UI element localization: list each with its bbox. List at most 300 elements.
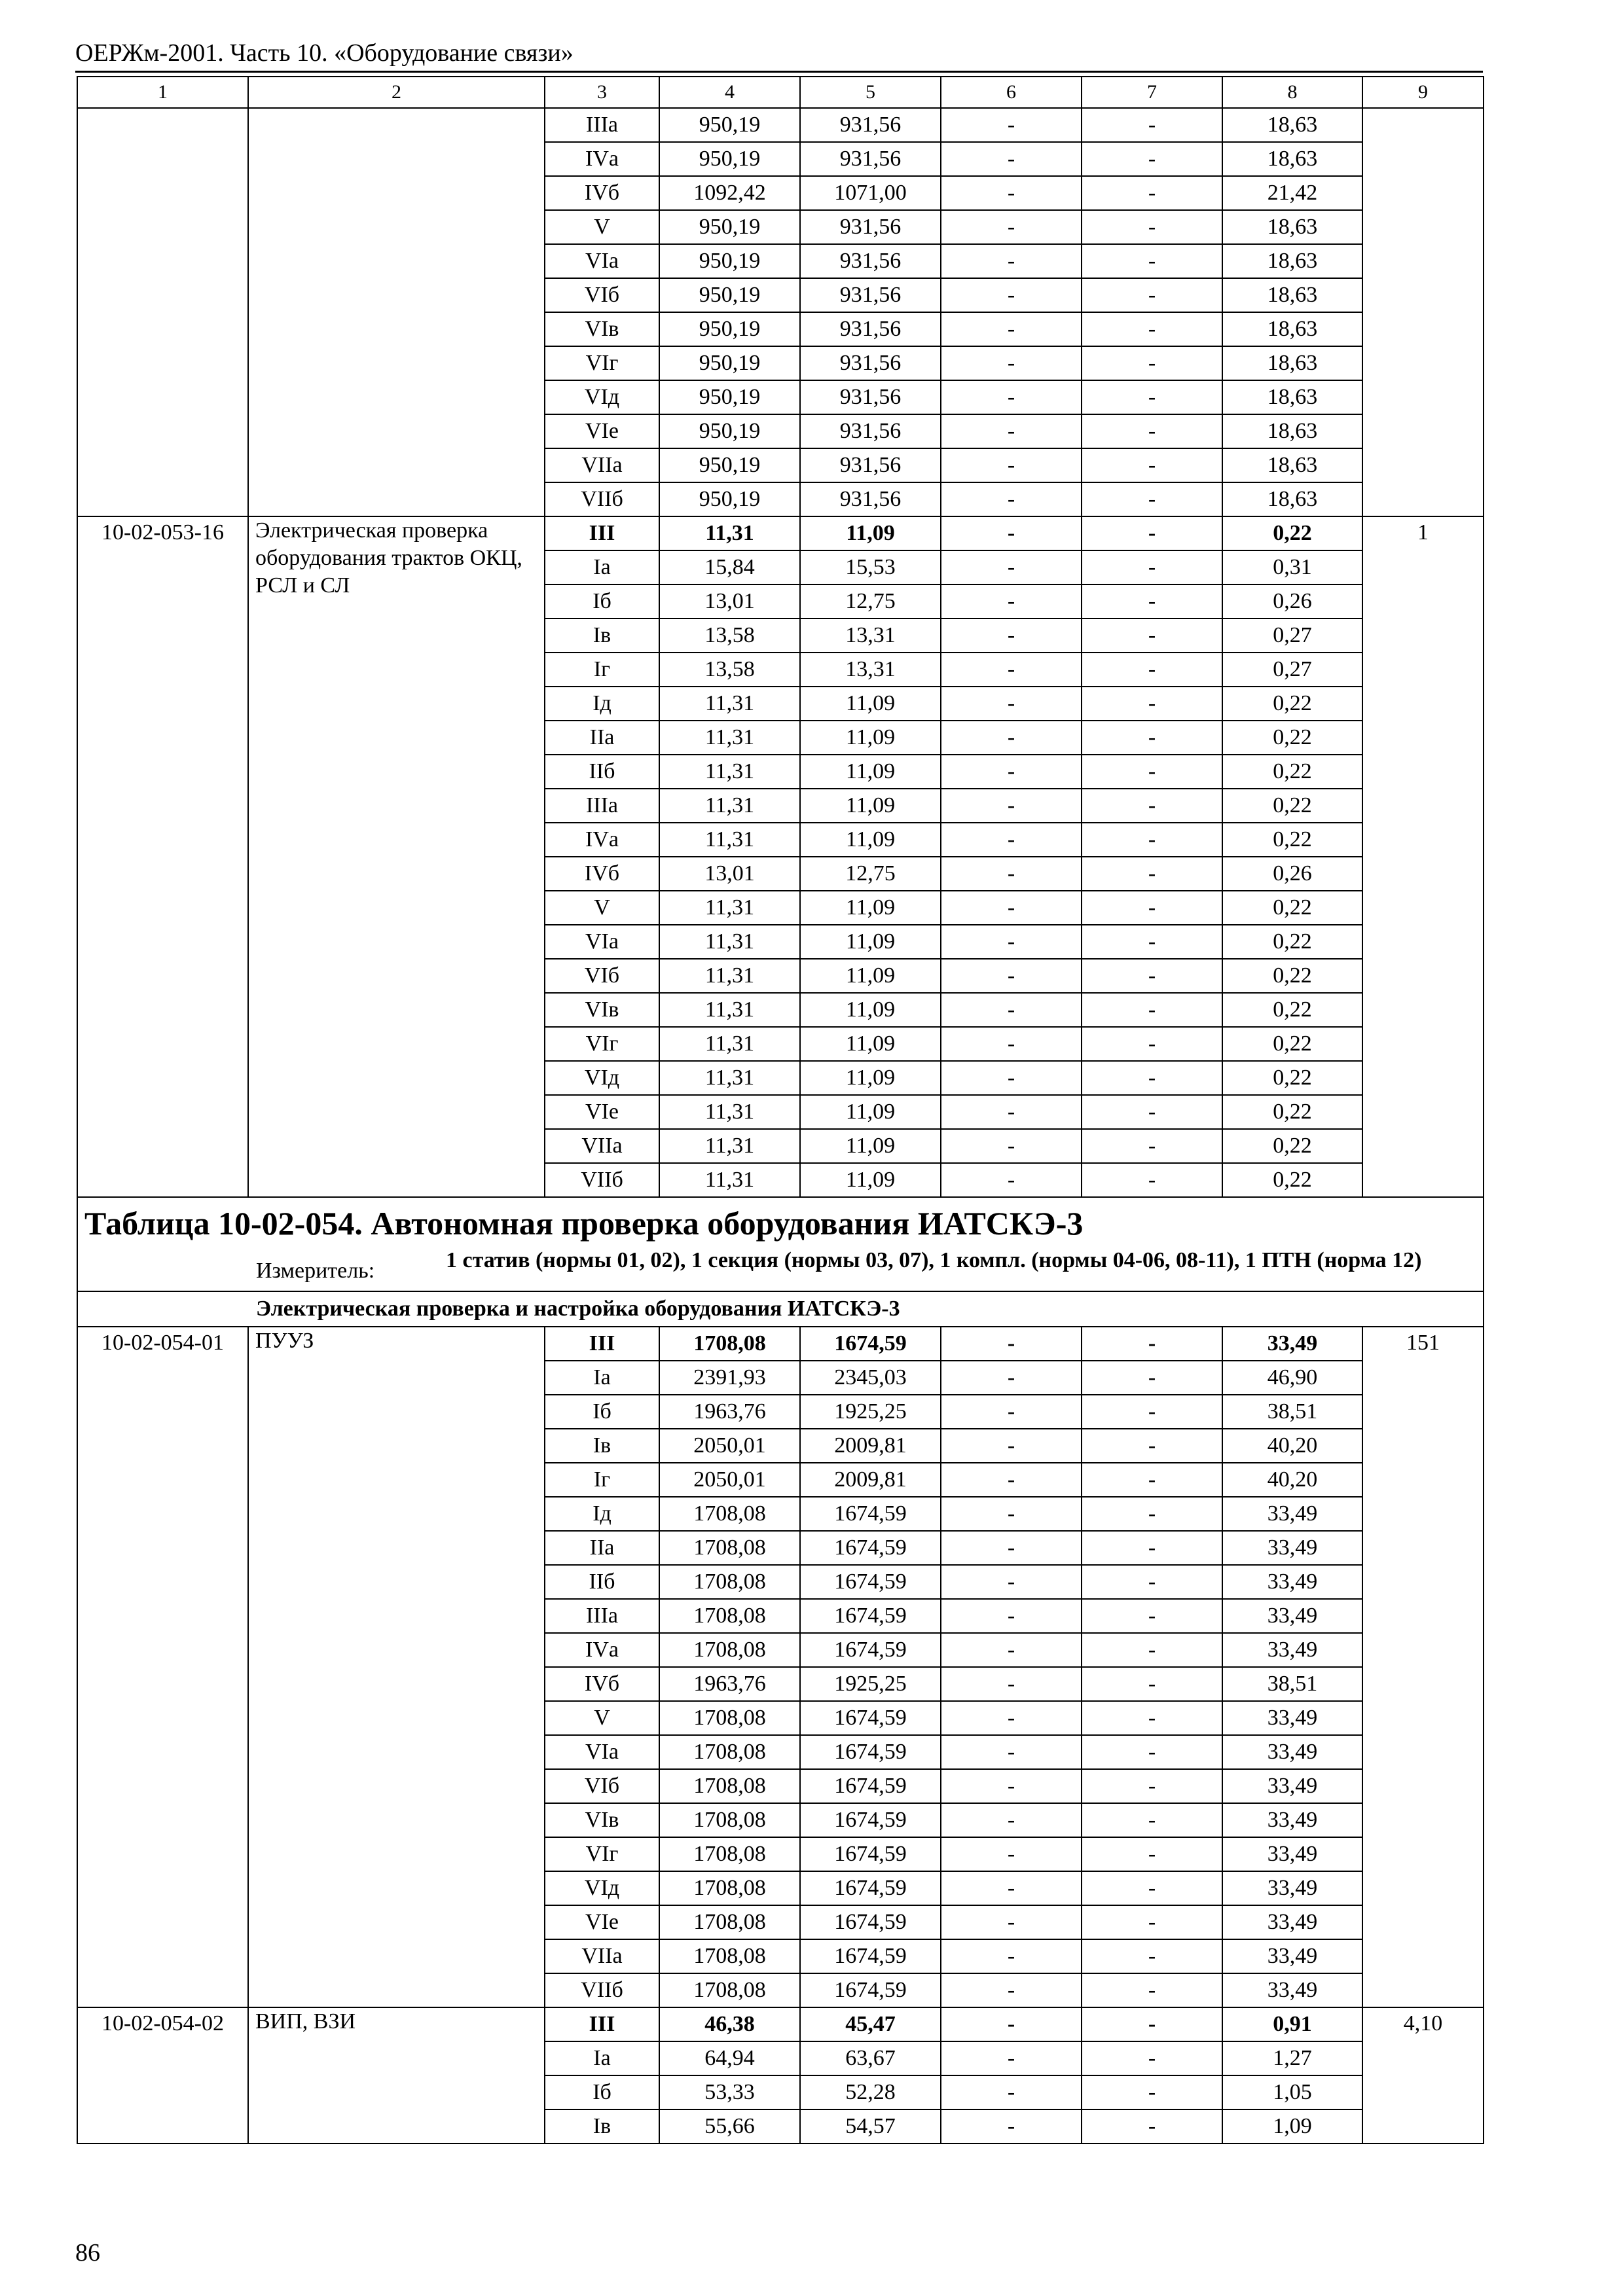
zone-label: IIб	[545, 1565, 659, 1599]
zone-label: VIа	[545, 244, 659, 278]
table-cell: 1092,42	[659, 176, 800, 210]
table-cell: 0,22	[1222, 1061, 1362, 1095]
table-cell: 2391,93	[659, 1361, 800, 1395]
zone-label: VIв	[545, 993, 659, 1027]
zone-label: IVб	[545, 857, 659, 891]
zone-label: Iд	[545, 687, 659, 721]
table-cell: 11,09	[800, 1129, 941, 1163]
table-cell: 11,09	[800, 516, 941, 550]
table-cell: 11,31	[659, 687, 800, 721]
table-cell: -	[1082, 925, 1222, 959]
table-cell: -	[1082, 142, 1222, 176]
table-cell: -	[1082, 108, 1222, 142]
table-cell: 931,56	[800, 244, 941, 278]
table-cell: -	[941, 1061, 1082, 1095]
table-cell: 52,28	[800, 2075, 941, 2109]
table-cell: -	[941, 380, 1082, 414]
zone-label: IIIа	[545, 108, 659, 142]
table-cell: 33,49	[1222, 1701, 1362, 1735]
table-cell: 63,67	[800, 2041, 941, 2075]
table-cell: -	[941, 1163, 1082, 1197]
table-cell: 1708,08	[659, 1327, 800, 1361]
table-cell: -	[941, 2007, 1082, 2041]
table-cell: -	[941, 993, 1082, 1027]
table-cell: 1674,59	[800, 1803, 941, 1837]
table-cell: 46,38	[659, 2007, 800, 2041]
table-cell: -	[1082, 1973, 1222, 2007]
table-cell: 950,19	[659, 482, 800, 516]
zone-label: Iг	[545, 653, 659, 687]
table-cell: -	[1082, 1905, 1222, 1939]
zone-label: Iв	[545, 1429, 659, 1463]
table-cell: 950,19	[659, 346, 800, 380]
zone-label: VIIа	[545, 1939, 659, 1973]
table-cell: -	[1082, 1163, 1222, 1197]
table-cell: 11,09	[800, 1061, 941, 1095]
table-cell: 11,31	[659, 789, 800, 823]
meter-text: 1 статив (нормы 01, 02), 1 секция (нормы 03, 07), 1 компл. (нормы 04-06, 08-11), 1 ПТН (норма 12)	[446, 1248, 1422, 1272]
table-cell: 950,19	[659, 244, 800, 278]
table-cell: 0,27	[1222, 653, 1362, 687]
zone-label: IIIа	[545, 1599, 659, 1633]
table-cell: -	[941, 1905, 1082, 1939]
table-cell: -	[941, 1633, 1082, 1667]
table-cell: -	[941, 482, 1082, 516]
table-cell: 1708,08	[659, 1905, 800, 1939]
table-cell: 18,63	[1222, 448, 1362, 482]
table-cell: 2050,01	[659, 1463, 800, 1497]
table-cell: 11,09	[800, 993, 941, 1027]
table-row	[77, 1327, 1484, 1361]
table-cell: -	[941, 108, 1082, 142]
table-cell: -	[941, 346, 1082, 380]
table-cell: -	[941, 891, 1082, 925]
table-cell: 1674,59	[800, 1735, 941, 1769]
table-cell: 0,22	[1222, 687, 1362, 721]
table-cell: 1674,59	[800, 1769, 941, 1803]
table-cell: 0,22	[1222, 1095, 1362, 1129]
table-row	[77, 108, 1484, 142]
table-cell: 11,31	[659, 993, 800, 1027]
table-cell: -	[941, 1327, 1082, 1361]
table-cell: -	[941, 142, 1082, 176]
zone-label: IIа	[545, 1531, 659, 1565]
column-number: 5	[800, 77, 941, 108]
header-divider	[75, 71, 1483, 73]
table-cell: -	[1082, 1061, 1222, 1095]
table-cell: 18,63	[1222, 312, 1362, 346]
zone-label: IIIа	[545, 789, 659, 823]
table-cell: 931,56	[800, 346, 941, 380]
table-cell: 0,91	[1222, 2007, 1362, 2041]
zone-label: VIв	[545, 1803, 659, 1837]
table-cell: 11,09	[800, 925, 941, 959]
table-cell: -	[941, 278, 1082, 312]
table-cell: -	[941, 2109, 1082, 2144]
page-number: 86	[75, 2239, 100, 2267]
zone-label: IVб	[545, 176, 659, 210]
table-cell: -	[1082, 516, 1222, 550]
rate-code: 10-02-054-02	[77, 2007, 248, 2144]
table-row	[77, 2007, 1484, 2041]
table-cell: -	[941, 176, 1082, 210]
table-cell: -	[941, 857, 1082, 891]
table-cell: 18,63	[1222, 142, 1362, 176]
table-cell: 45,47	[800, 2007, 941, 2041]
table-cell: -	[941, 1429, 1082, 1463]
table-cell: -	[1082, 857, 1222, 891]
table-cell: 931,56	[800, 278, 941, 312]
column-number: 8	[1222, 77, 1362, 108]
table-cell: 13,58	[659, 653, 800, 687]
table-cell: 2050,01	[659, 1429, 800, 1463]
table-cell: 1674,59	[800, 1837, 941, 1871]
table-cell: 33,49	[1222, 1599, 1362, 1633]
table-cell: -	[1082, 2041, 1222, 2075]
table-cell: 1925,25	[800, 1667, 941, 1701]
column-number: 4	[659, 77, 800, 108]
work-name: ПУУЗ	[248, 1327, 545, 2007]
table-cell: -	[1082, 687, 1222, 721]
table-cell: 33,49	[1222, 1565, 1362, 1599]
rate-code: 10-02-053-16	[77, 516, 248, 1197]
table-cell: 11,31	[659, 823, 800, 857]
table-cell: 33,49	[1222, 1871, 1362, 1905]
table-cell: -	[1082, 1871, 1222, 1905]
zone-label: VIе	[545, 1905, 659, 1939]
table-cell: 33,49	[1222, 1803, 1362, 1837]
zone-label: VIг	[545, 1027, 659, 1061]
table-cell: 950,19	[659, 142, 800, 176]
table-cell: 18,63	[1222, 244, 1362, 278]
zone-label: VIIб	[545, 1973, 659, 2007]
table-cell: -	[1082, 1429, 1222, 1463]
table-cell: 1674,59	[800, 1327, 941, 1361]
table-cell: -	[1082, 1803, 1222, 1837]
table-cell: 931,56	[800, 142, 941, 176]
table-cell: -	[1082, 244, 1222, 278]
table-cell: -	[941, 1361, 1082, 1395]
table-cell: 18,63	[1222, 482, 1362, 516]
table-cell: 12,75	[800, 584, 941, 619]
table-cell: 0,22	[1222, 925, 1362, 959]
table-cell: -	[941, 619, 1082, 653]
table-cell: -	[941, 755, 1082, 789]
table-cell: 11,31	[659, 516, 800, 550]
section-title: Электрическая проверка и настройка оборудования ИАТСКЭ-3	[77, 1291, 1484, 1327]
table-cell: 1071,00	[800, 176, 941, 210]
table-cell: -	[941, 414, 1082, 448]
table-cell: 18,63	[1222, 210, 1362, 244]
zone-label: IVб	[545, 1667, 659, 1701]
table-cell: 13,31	[800, 619, 941, 653]
table-cell: -	[941, 1395, 1082, 1429]
table-cell: -	[1082, 823, 1222, 857]
table-cell: 1674,59	[800, 1905, 941, 1939]
table-cell: 11,09	[800, 755, 941, 789]
work-name: Электрическая проверка оборудования трактов ОКЦ, РСЛ и СЛ	[248, 516, 545, 1197]
table-cell: 1708,08	[659, 1701, 800, 1735]
table-cell: 1708,08	[659, 1565, 800, 1599]
table-cell: 15,84	[659, 550, 800, 584]
table-cell: -	[941, 1939, 1082, 1973]
table-cell: 0,22	[1222, 516, 1362, 550]
table-cell: 33,49	[1222, 1973, 1362, 2007]
column-9-value: 1	[1362, 516, 1484, 1197]
column-9-value	[1362, 108, 1484, 516]
zone-label: VIг	[545, 346, 659, 380]
table-cell: 1708,08	[659, 1735, 800, 1769]
table-cell: 1674,59	[800, 1871, 941, 1905]
table-cell: 11,31	[659, 925, 800, 959]
table-cell: 38,51	[1222, 1395, 1362, 1429]
table-cell: -	[941, 1973, 1082, 2007]
table-cell: 11,09	[800, 1027, 941, 1061]
table-cell: -	[1082, 1565, 1222, 1599]
table-cell: -	[1082, 482, 1222, 516]
table-cell: 2345,03	[800, 1361, 941, 1395]
zone-label: IVа	[545, 1633, 659, 1667]
zone-label: VIб	[545, 1769, 659, 1803]
table-cell: -	[1082, 1463, 1222, 1497]
table-cell: 0,26	[1222, 857, 1362, 891]
table-cell: 33,49	[1222, 1735, 1362, 1769]
table-cell: 53,33	[659, 2075, 800, 2109]
table-cell: 13,01	[659, 857, 800, 891]
table-cell: -	[1082, 176, 1222, 210]
table-cell: 1674,59	[800, 1939, 941, 1973]
zone-label: Iг	[545, 1463, 659, 1497]
table-cell: 1,05	[1222, 2075, 1362, 2109]
zone-label: Iб	[545, 584, 659, 619]
table-cell: -	[1082, 1327, 1222, 1361]
table-cell: -	[941, 1837, 1082, 1871]
table-cell: -	[1082, 653, 1222, 687]
column-number: 2	[248, 77, 545, 108]
table-cell: 11,09	[800, 1163, 941, 1197]
zone-label: Iб	[545, 1395, 659, 1429]
table-cell: -	[941, 244, 1082, 278]
table-cell: -	[941, 584, 1082, 619]
table-cell: 0,22	[1222, 959, 1362, 993]
table-cell: -	[1082, 1395, 1222, 1429]
table-cell: 18,63	[1222, 108, 1362, 142]
table-cell: 11,31	[659, 959, 800, 993]
table-cell: -	[1082, 2007, 1222, 2041]
table-cell: -	[1082, 721, 1222, 755]
table-cell: 1708,08	[659, 1633, 800, 1667]
table-cell: 0,22	[1222, 823, 1362, 857]
zone-label: Iа	[545, 550, 659, 584]
table-cell: 0,22	[1222, 891, 1362, 925]
table-cell: -	[1082, 1095, 1222, 1129]
zone-label: III	[545, 1327, 659, 1361]
table-cell: 1925,25	[800, 1395, 941, 1429]
table-cell: -	[941, 789, 1082, 823]
table-cell: 950,19	[659, 380, 800, 414]
table-row	[77, 516, 1484, 550]
table-cell: 1708,08	[659, 1531, 800, 1565]
table-cell: 12,75	[800, 857, 941, 891]
zone-label: VIд	[545, 1871, 659, 1905]
zone-label: VIIб	[545, 482, 659, 516]
table-cell: 931,56	[800, 108, 941, 142]
table-cell: 18,63	[1222, 346, 1362, 380]
table-cell: -	[1082, 1667, 1222, 1701]
zone-label: VIе	[545, 414, 659, 448]
table-cell: 1674,59	[800, 1633, 941, 1667]
table-cell: 40,20	[1222, 1429, 1362, 1463]
table-cell: -	[941, 1565, 1082, 1599]
table-cell: -	[941, 1463, 1082, 1497]
zone-label: VIIа	[545, 1129, 659, 1163]
table-cell: 54,57	[800, 2109, 941, 2144]
column-number-row	[77, 77, 1484, 108]
table-cell: -	[941, 1803, 1082, 1837]
table-cell: 11,09	[800, 721, 941, 755]
table-cell: -	[941, 959, 1082, 993]
table-cell: 950,19	[659, 108, 800, 142]
table-cell: 11,09	[800, 1095, 941, 1129]
table-cell: -	[1082, 550, 1222, 584]
table-cell: 1708,08	[659, 1497, 800, 1531]
table-cell: 931,56	[800, 380, 941, 414]
zone-label: VIIа	[545, 448, 659, 482]
table-cell: 11,09	[800, 789, 941, 823]
table-cell: 1708,08	[659, 1871, 800, 1905]
zone-label: Iа	[545, 1361, 659, 1395]
table-cell: 46,90	[1222, 1361, 1362, 1395]
table-cell: 0,22	[1222, 993, 1362, 1027]
table-cell: 11,31	[659, 1095, 800, 1129]
table-cell: 931,56	[800, 482, 941, 516]
table-cell: -	[1082, 448, 1222, 482]
zone-label: III	[545, 2007, 659, 2041]
table-cell: -	[941, 687, 1082, 721]
table-cell: -	[941, 2041, 1082, 2075]
rate-code: 10-02-054-01	[77, 1327, 248, 2007]
table-cell: 11,31	[659, 755, 800, 789]
zone-label: Iв	[545, 2109, 659, 2144]
table-cell: 40,20	[1222, 1463, 1362, 1497]
table-cell: -	[1082, 1599, 1222, 1633]
table-cell: 1674,59	[800, 1599, 941, 1633]
table-cell: 21,42	[1222, 176, 1362, 210]
table-cell: -	[1082, 959, 1222, 993]
table-cell: -	[1082, 1633, 1222, 1667]
table-cell: -	[941, 2075, 1082, 2109]
table-cell: -	[941, 925, 1082, 959]
table-cell: 2009,81	[800, 1463, 941, 1497]
table-cell: 950,19	[659, 448, 800, 482]
table-cell: 11,09	[800, 959, 941, 993]
table-cell: -	[1082, 1735, 1222, 1769]
table-cell: 1,09	[1222, 2109, 1362, 2144]
table-cell: -	[1082, 1361, 1222, 1395]
table-cell: 1963,76	[659, 1395, 800, 1429]
zone-label: VIб	[545, 278, 659, 312]
table-cell: 11,31	[659, 1163, 800, 1197]
zone-label: VIа	[545, 1735, 659, 1769]
table-cell: 950,19	[659, 312, 800, 346]
zone-label: Iб	[545, 2075, 659, 2109]
table-cell: -	[941, 653, 1082, 687]
table-cell: 1708,08	[659, 1973, 800, 2007]
table-cell: 18,63	[1222, 380, 1362, 414]
table-cell: 1708,08	[659, 1599, 800, 1633]
table-cell: 931,56	[800, 448, 941, 482]
table-cell: -	[941, 1129, 1082, 1163]
table-cell: 33,49	[1222, 1497, 1362, 1531]
table-cell: 1708,08	[659, 1837, 800, 1871]
zone-label: VIд	[545, 1061, 659, 1095]
meter-block	[84, 1247, 1476, 1285]
table-cell: 1708,08	[659, 1939, 800, 1973]
zone-label: VIв	[545, 312, 659, 346]
table-cell: -	[1082, 2075, 1222, 2109]
table-cell: -	[1082, 278, 1222, 312]
table-cell: -	[1082, 2109, 1222, 2144]
zone-label: VIд	[545, 380, 659, 414]
table-cell: 1674,59	[800, 1531, 941, 1565]
table-cell: 64,94	[659, 2041, 800, 2075]
meter-label: Измеритель:	[256, 1259, 375, 1283]
table-cell: 931,56	[800, 210, 941, 244]
work-name	[248, 108, 545, 516]
table-cell: 0,26	[1222, 584, 1362, 619]
table-cell: 1674,59	[800, 1497, 941, 1531]
table-cell: 11,31	[659, 1129, 800, 1163]
table-cell: 33,49	[1222, 1905, 1362, 1939]
work-name: ВИП, ВЗИ	[248, 2007, 545, 2144]
table-cell: -	[1082, 755, 1222, 789]
zone-label: V	[545, 1701, 659, 1735]
table-cell: -	[1082, 1497, 1222, 1531]
table-cell: 33,49	[1222, 1327, 1362, 1361]
zone-label: V	[545, 891, 659, 925]
table-cell: 13,58	[659, 619, 800, 653]
column-number: 1	[77, 77, 248, 108]
rates-table	[77, 76, 1484, 2144]
table-caption	[77, 1197, 1484, 1291]
zone-label: VIе	[545, 1095, 659, 1129]
table-cell: -	[1082, 1769, 1222, 1803]
table-cell: -	[1082, 584, 1222, 619]
page-header-title: ОЕРЖм-2001. Часть 10. «Оборудование связи»	[75, 39, 574, 67]
zone-label: IIа	[545, 721, 659, 755]
column-number: 6	[941, 77, 1082, 108]
table-cell: -	[941, 516, 1082, 550]
table-cell: 950,19	[659, 278, 800, 312]
table-cell: -	[941, 1667, 1082, 1701]
table-cell: -	[1082, 380, 1222, 414]
table-cell: 1708,08	[659, 1803, 800, 1837]
table-cell: -	[1082, 414, 1222, 448]
table-cell: 38,51	[1222, 1667, 1362, 1701]
table-cell: -	[1082, 312, 1222, 346]
table-cell: 1,27	[1222, 2041, 1362, 2075]
table-cell: 11,09	[800, 891, 941, 925]
table-cell: 931,56	[800, 414, 941, 448]
column-9-value: 4,10	[1362, 2007, 1484, 2144]
table-cell: 55,66	[659, 2109, 800, 2144]
table-cell: 0,22	[1222, 1027, 1362, 1061]
table-cell: 950,19	[659, 210, 800, 244]
table-cell: 0,22	[1222, 1129, 1362, 1163]
table-caption-row	[77, 1197, 1484, 1291]
table-cell: -	[1082, 1027, 1222, 1061]
table-cell: 13,31	[800, 653, 941, 687]
